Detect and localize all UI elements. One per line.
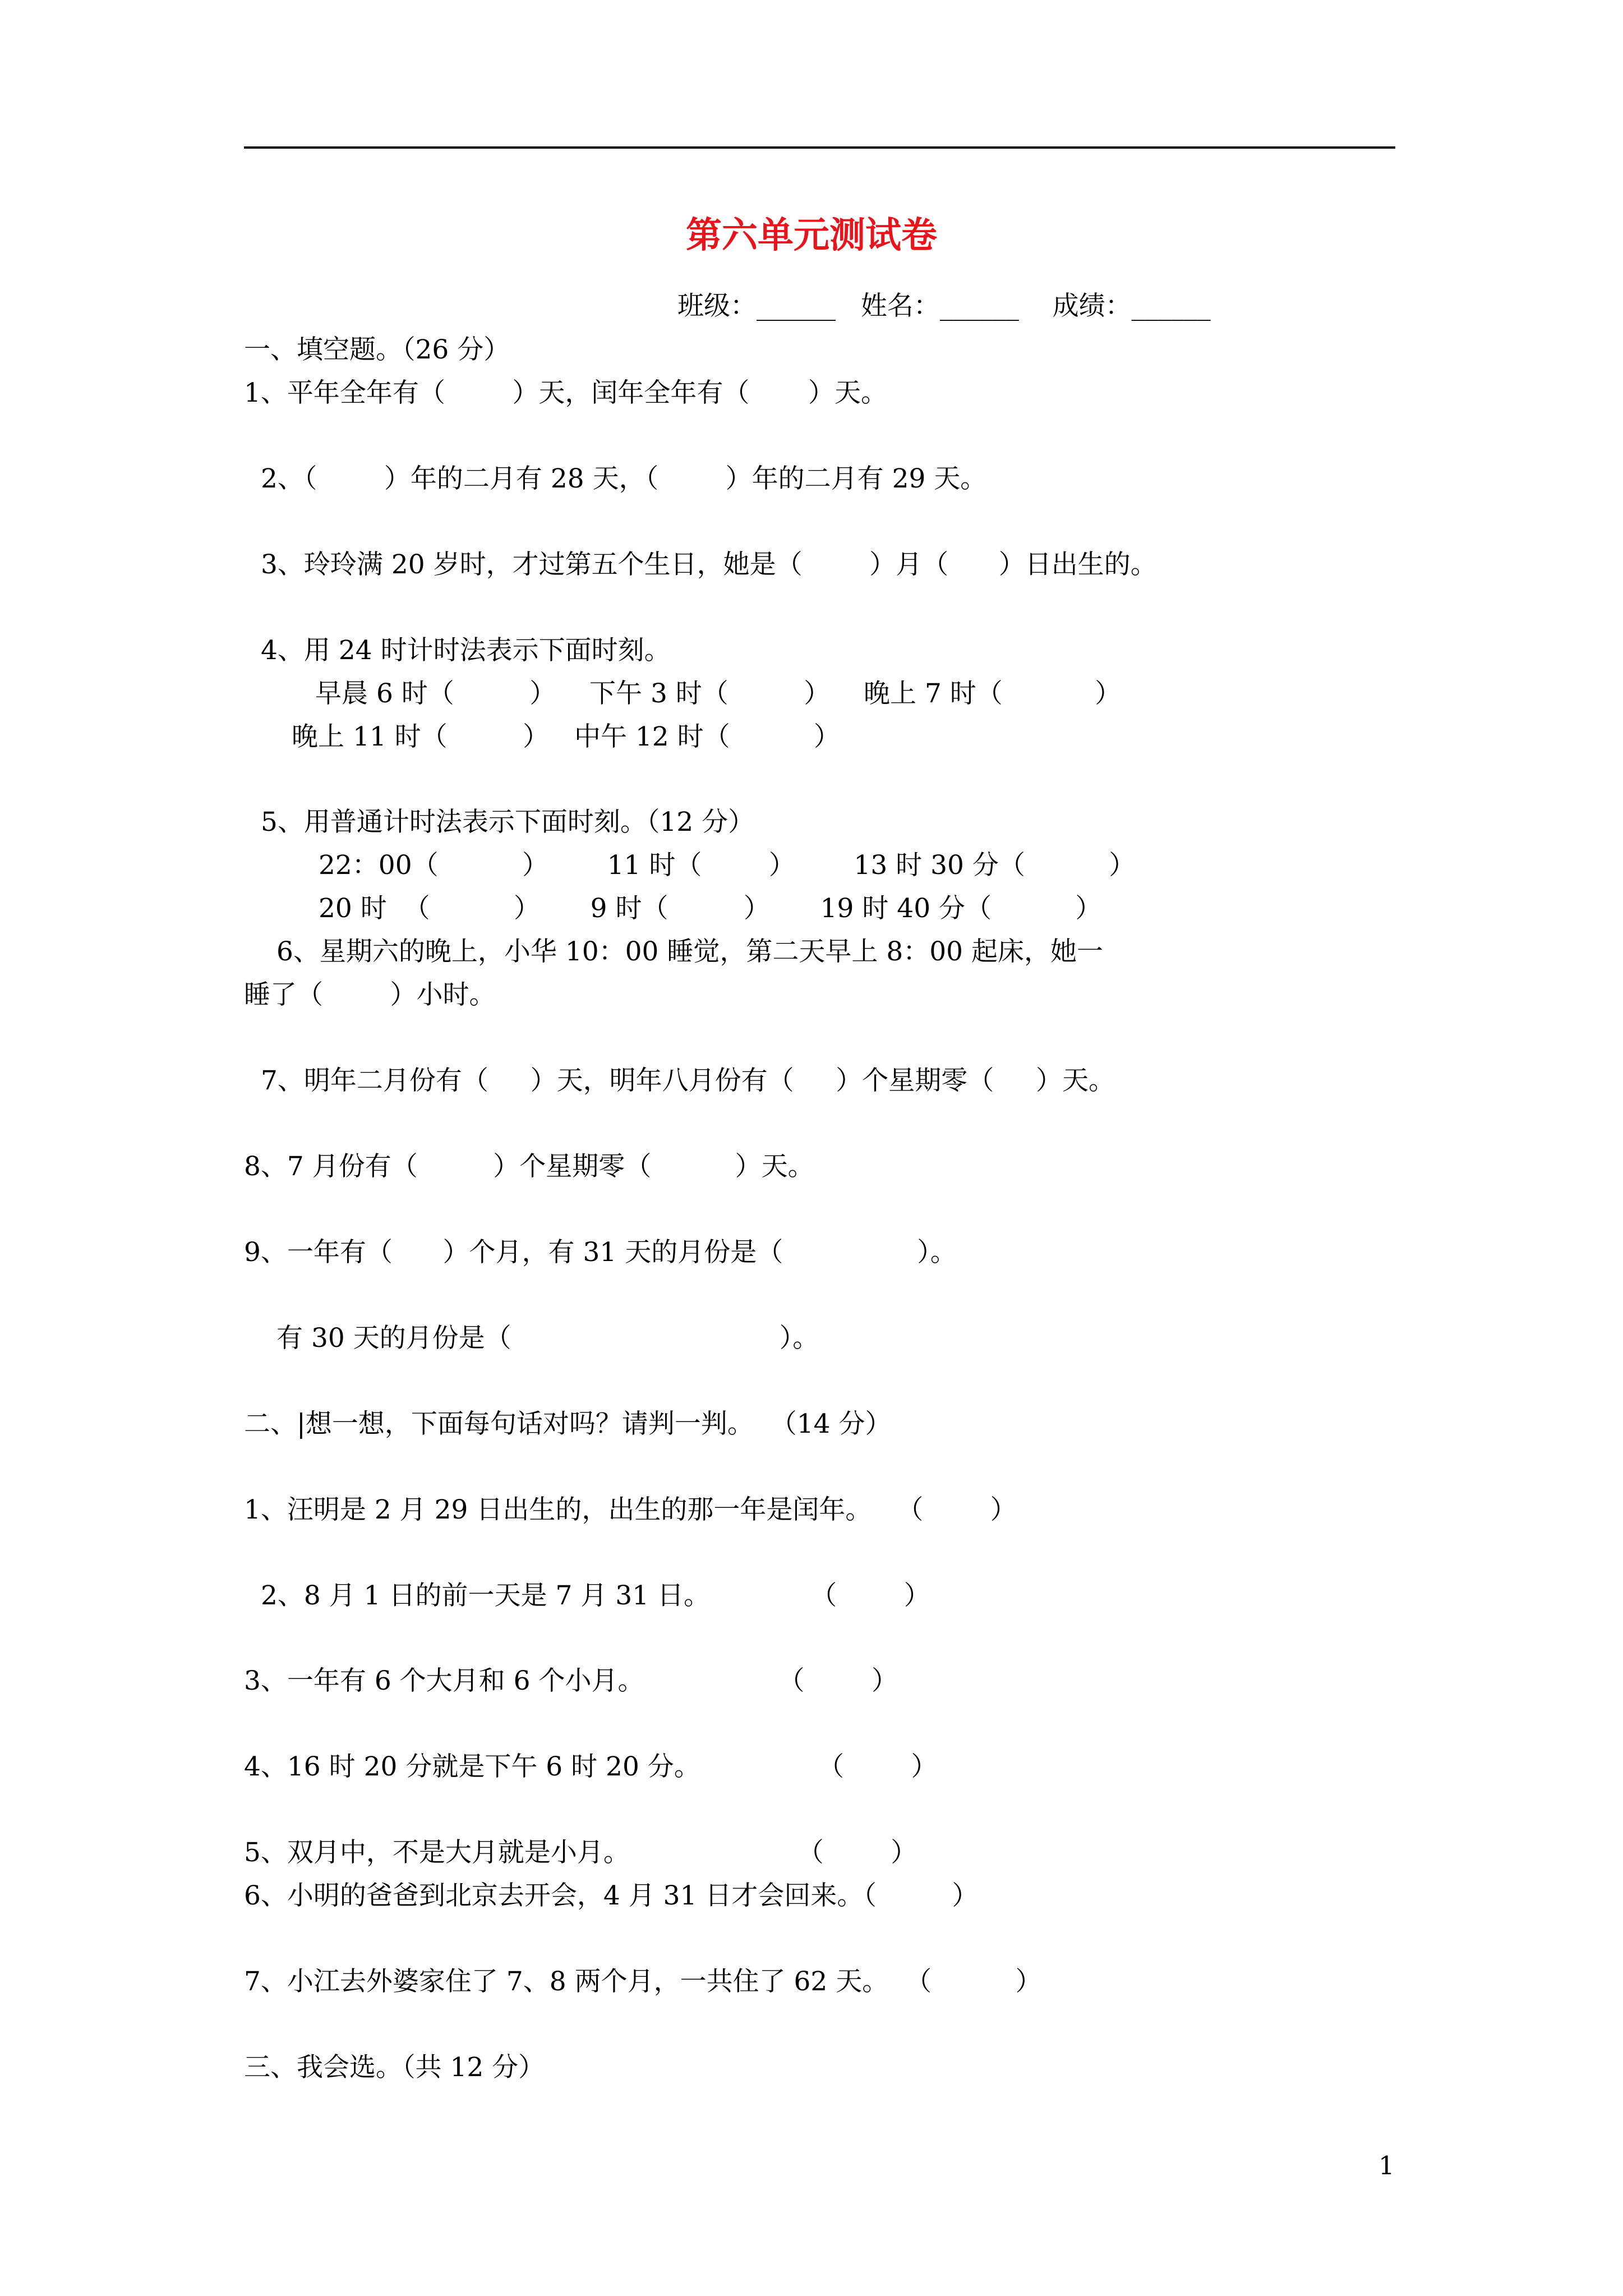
s1-question-6-line-2: 睡了（ ）小时。 — [244, 979, 496, 1010]
s1-question-9-line-2: 有 30 天的月份是（ ）。 — [276, 1323, 819, 1354]
s2-question-7: 7、小江去外婆家住了 7、8 两个月，一共住了 62 天。 （ ） — [244, 1966, 1042, 1997]
s1-question-5-row-1: 22：00（ ） 11 时（ ） 13 时 30 分（ ） — [319, 850, 1136, 881]
section3-heading: 三、我会选。（共 12 分） — [244, 2052, 545, 2083]
page-number: 1 — [1378, 2151, 1395, 2180]
page-title: 第六单元测试卷 — [686, 214, 937, 256]
s1-question-5-row-2: 20 时 （ ） 9 时（ ） 19 时 40 分（ ） — [319, 893, 1102, 924]
s2-question-3: 3、一年有 6 个大月和 6 个小月。 （ ） — [244, 1665, 898, 1696]
s1-question-1: 1、平年全年有（ ）天，闰年全年有（ ）天。 — [244, 378, 888, 408]
s2-question-1: 1、汪明是 2 月 29 日出生的，出生的那一年是闰年。 （ ） — [244, 1494, 1017, 1525]
s1-question-9-line-1: 9、一年有（ ）个月，有 31 天的月份是（ ）。 — [244, 1237, 957, 1268]
s2-question-2: 2、8 月 1 日的前一天是 7 月 31 日。 （ ） — [261, 1580, 930, 1611]
s2-question-4: 4、16 时 20 分就是下午 6 时 20 分。 （ ） — [244, 1751, 938, 1782]
s2-question-6: 6、小明的爸爸到北京去开会，4 月 31 日才会回来。（ ） — [244, 1880, 979, 1911]
section1-heading: 一、填空题。（26 分） — [244, 334, 510, 365]
s1-question-2: 2、（ ）年的二月有 28 天，（ ）年的二月有 29 天。 — [261, 463, 987, 494]
header-rule — [244, 146, 1395, 149]
s1-question-7: 7、明年二月份有（ ）天，明年八月份有（ ）个星期零（ ）天。 — [261, 1065, 1115, 1096]
s1-question-5: 5、用普通计时法表示下面时刻。（12 分） — [261, 807, 755, 838]
section2-heading: 二、|想一想，下面每句话对吗？请判一判。 （14 分） — [244, 1409, 892, 1439]
s1-question-4-row-2: 晚上 11 时（ ） 中午 12 时（ ） — [292, 721, 841, 752]
s2-question-5: 5、双月中，不是大月就是小月。 （ ） — [244, 1837, 917, 1868]
student-info-line: 班级：______ 姓名：______ 成绩：______ — [677, 291, 1211, 321]
s1-question-8: 8、7 月份有（ ）个星期零（ ）天。 — [244, 1151, 814, 1182]
s1-question-3: 3、玲玲满 20 岁时，才过第五个生日，她是（ ）月（ ）日出生的。 — [261, 549, 1157, 580]
s1-question-4-row-1: 早晨 6 时（ ） 下午 3 时（ ） 晚上 7 时（ ） — [315, 678, 1122, 709]
s1-question-4: 4、用 24 时计时法表示下面时刻。 — [261, 635, 671, 666]
s1-question-6-line-1: 6、星期六的晚上，小华 10：00 睡觉，第二天早上 8：00 起床，她一 — [276, 936, 1103, 967]
